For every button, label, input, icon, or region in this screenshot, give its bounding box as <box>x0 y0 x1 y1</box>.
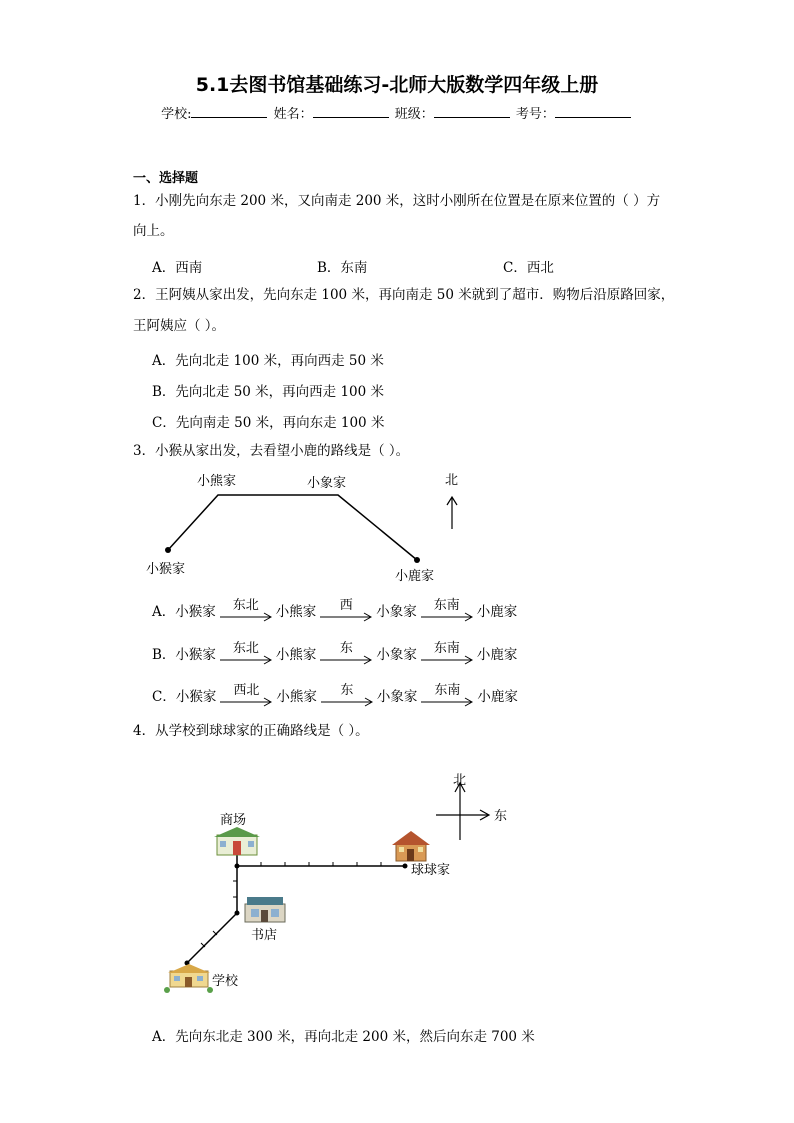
question-1-option-b[interactable]: B．东南 <box>317 260 368 276</box>
route-arrow <box>421 683 473 707</box>
monkey-home-dot <box>165 547 171 553</box>
bookstore-dot <box>235 911 240 916</box>
route-arrow <box>220 598 272 622</box>
route-end: 小鹿家 <box>477 689 518 705</box>
exam-no-blank[interactable] <box>555 105 631 118</box>
route-stop: 小象家 <box>376 604 417 620</box>
route-stop: 小熊家 <box>275 647 317 663</box>
north-label: 北 <box>445 473 459 488</box>
question-3-option-b[interactable] <box>152 640 517 666</box>
route-start: 小猴家 <box>175 647 216 663</box>
option-letter: A． <box>152 604 176 620</box>
route-end: 小鹿家 <box>476 647 518 663</box>
name-blank[interactable] <box>313 105 389 118</box>
question-3-option-c[interactable] <box>152 682 518 708</box>
direction-label: 东南 <box>434 683 461 698</box>
route-arrow <box>321 683 373 707</box>
direction-label: 西 <box>339 598 353 613</box>
route-arrow <box>320 598 372 622</box>
school-label: 学校: <box>161 107 192 122</box>
mall-label: 商场 <box>220 813 247 828</box>
monkey-home-label: 小猴家 <box>146 562 186 577</box>
qiuqiu-home-label: 球球家 <box>411 863 451 878</box>
question-1-line1: 1．小刚先向东走 200 米，又向南走 200 米，这时小刚所在位置是在原来位置的（ ）方 <box>133 193 661 209</box>
option-letter: C． <box>152 689 176 705</box>
route-stop: 小熊家 <box>275 604 317 620</box>
student-info-line <box>0 103 794 122</box>
question-2-line1: 2．王阿姨从家出发，先向东走 100 米，再向南走 50 米就到了超市．购物后沿原路回家， <box>133 287 675 303</box>
option-letter: B． <box>152 647 176 663</box>
route-stop: 小象家 <box>376 647 417 663</box>
question-4-option-a[interactable]: A．先向东北走 300 米，再向北走 200 米，然后向东走 700 米 <box>152 1029 535 1045</box>
question-3-line1: 3．小猴从家出发，去看望小鹿的路线是（ ）。 <box>133 443 410 459</box>
question-2-option-a[interactable]: A．先向北走 100 米，再向西走 50 米 <box>152 353 384 369</box>
question-3-option-a[interactable] <box>152 597 517 623</box>
section-title: 一、选择题 <box>133 171 199 186</box>
route-end: 小鹿家 <box>476 604 518 620</box>
route-arrow <box>220 683 272 707</box>
deer-home-dot <box>414 557 420 563</box>
house-icon <box>392 831 430 861</box>
question-1-option-a[interactable]: A．西南 <box>152 260 203 276</box>
direction-label: 东 <box>340 683 354 698</box>
question-2-line2: 王阿姨应（ ）。 <box>133 318 226 334</box>
route-stop: 小象家 <box>376 689 418 705</box>
route-stop: 小熊家 <box>276 689 317 705</box>
question-2-option-b[interactable]: B．先向北走 50 米，再向西走 100 米 <box>152 384 385 400</box>
question-1-line2: 向上。 <box>133 223 174 239</box>
direction-label: 东南 <box>433 641 460 656</box>
route-arrow <box>421 641 473 665</box>
road-school-bookstore <box>187 913 237 963</box>
name-label: 姓名： <box>273 107 313 122</box>
route-path <box>168 495 417 560</box>
direction-label: 东 <box>339 641 353 656</box>
exam-no-label: 考号： <box>515 107 555 122</box>
question-4-line1: 4．从学校到球球家的正确路线是（ ）。 <box>133 723 369 739</box>
direction-label: 东南 <box>433 598 460 613</box>
question-2-option-c[interactable]: C．先向南走 50 米，再向东走 100 米 <box>152 415 385 431</box>
class-label: 班级： <box>394 107 434 122</box>
route-arrow <box>320 641 372 665</box>
route-diagram <box>130 465 470 590</box>
route-start: 小猴家 <box>175 604 216 620</box>
direction-label: 东北 <box>232 598 259 613</box>
school-route-map <box>150 765 530 1005</box>
diagonal-road-ticks <box>201 931 217 947</box>
school-blank[interactable] <box>191 105 267 118</box>
qiuqiu-home-dot <box>403 864 408 869</box>
elephant-home-label: 小象家 <box>307 476 347 491</box>
bookstore-label: 书店 <box>251 928 278 943</box>
class-blank[interactable] <box>434 105 510 118</box>
bear-home-label: 小熊家 <box>197 474 237 489</box>
compass-north-label: 北 <box>453 773 467 788</box>
corner-dot <box>235 864 240 869</box>
deer-home-label: 小鹿家 <box>395 569 435 584</box>
page-title: 5.1去图书馆基础练习-北师大版数学四年级上册 <box>195 74 599 96</box>
school-icon <box>164 964 213 993</box>
route-start: 小猴家 <box>175 689 217 705</box>
question-1-option-c[interactable]: C．西北 <box>503 260 554 276</box>
bookstore-icon <box>245 897 285 922</box>
route-arrow <box>421 598 473 622</box>
school-label: 学校 <box>212 974 239 989</box>
route-arrow <box>220 641 272 665</box>
mall-icon <box>214 827 260 855</box>
direction-label: 西北 <box>233 683 260 698</box>
compass-east-label: 东 <box>494 809 508 824</box>
direction-label: 东北 <box>232 641 259 656</box>
